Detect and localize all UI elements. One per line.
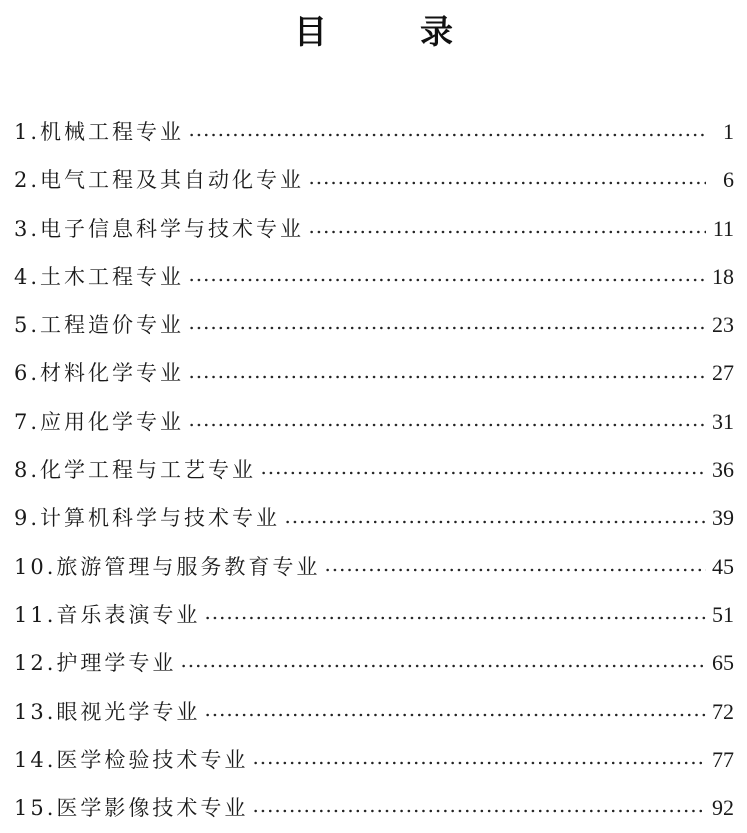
toc-list [14,108,734,832]
toc-entry [14,591,734,639]
dot-leader [252,800,706,822]
dot-leader [188,124,706,146]
toc-entry-label: 1.机械工程专业 [14,120,185,144]
toc-entry [14,349,734,397]
dot-leader [308,172,706,194]
toc-entry-label: 11.音乐表演专业 [14,602,201,627]
dot-leader [188,414,706,436]
toc-entry-page: 27 [712,360,734,386]
toc-entry [14,543,734,591]
toc-entry [14,446,734,494]
toc-entry-label: 12.护理学专业 [14,651,177,676]
toc-entry [14,108,734,156]
toc-entry-page: 77 [712,746,734,772]
toc-entry-page: 18 [712,263,734,289]
toc-entry-label: 15.医学影像技术专业 [14,796,249,821]
toc-entry-page: 23 [712,312,734,338]
toc-entry [14,205,734,253]
dot-leader [180,655,706,677]
toc-entry [14,253,734,301]
page-title: 目 录 [294,12,483,51]
toc-entry [14,784,734,832]
toc-entry-page: 31 [712,408,734,434]
dot-leader [284,511,706,533]
toc-entry-label: 7.应用化学专业 [14,409,185,434]
toc-entry-page: 65 [712,650,734,676]
dot-leader [260,462,706,484]
dot-leader [308,221,706,243]
toc-entry-page: 1 [723,119,734,144]
toc-entry-label: 4.土木工程专业 [14,264,185,289]
toc-entry [14,398,734,446]
toc-entry-label: 5.工程造价专业 [14,313,185,338]
toc-entry-label: 14.医学检验技术专业 [14,747,249,772]
toc-entry-label: 8.化学工程与工艺专业 [14,458,257,483]
dot-leader [188,269,706,291]
toc-entry-label: 13.眼视光学专业 [14,699,201,724]
toc-entry-page: 92 [712,795,734,821]
toc-entry [14,639,734,687]
toc-entry-page: 11 [712,215,734,241]
dot-leader [324,559,706,581]
toc-entry-page: 6 [723,167,734,193]
toc-entry [14,301,734,349]
toc-entry [14,688,734,736]
dot-leader [252,752,706,774]
toc-entry-label: 2.电气工程及其自动化专业 [14,168,305,193]
dot-leader [188,317,706,339]
dot-leader [204,704,706,726]
toc-entry [14,736,734,784]
dot-leader [188,366,706,388]
toc-entry-page: 39 [712,505,734,531]
toc-entry-label: 9.计算机科学与技术专业 [14,506,281,531]
toc-entry [14,156,734,204]
toc-entry [14,494,734,542]
toc-entry-label: 3.电子信息科学与技术专业 [14,216,305,241]
toc-entry-page: 45 [712,553,734,579]
toc-entry-label: 10.旅游管理与服务教育专业 [14,554,321,579]
dot-leader [204,607,706,629]
toc-entry-page: 51 [712,601,734,627]
toc-entry-label: 6.材料化学专业 [14,361,185,386]
toc-entry-page: 36 [712,457,734,483]
toc-entry-page: 72 [712,698,734,724]
